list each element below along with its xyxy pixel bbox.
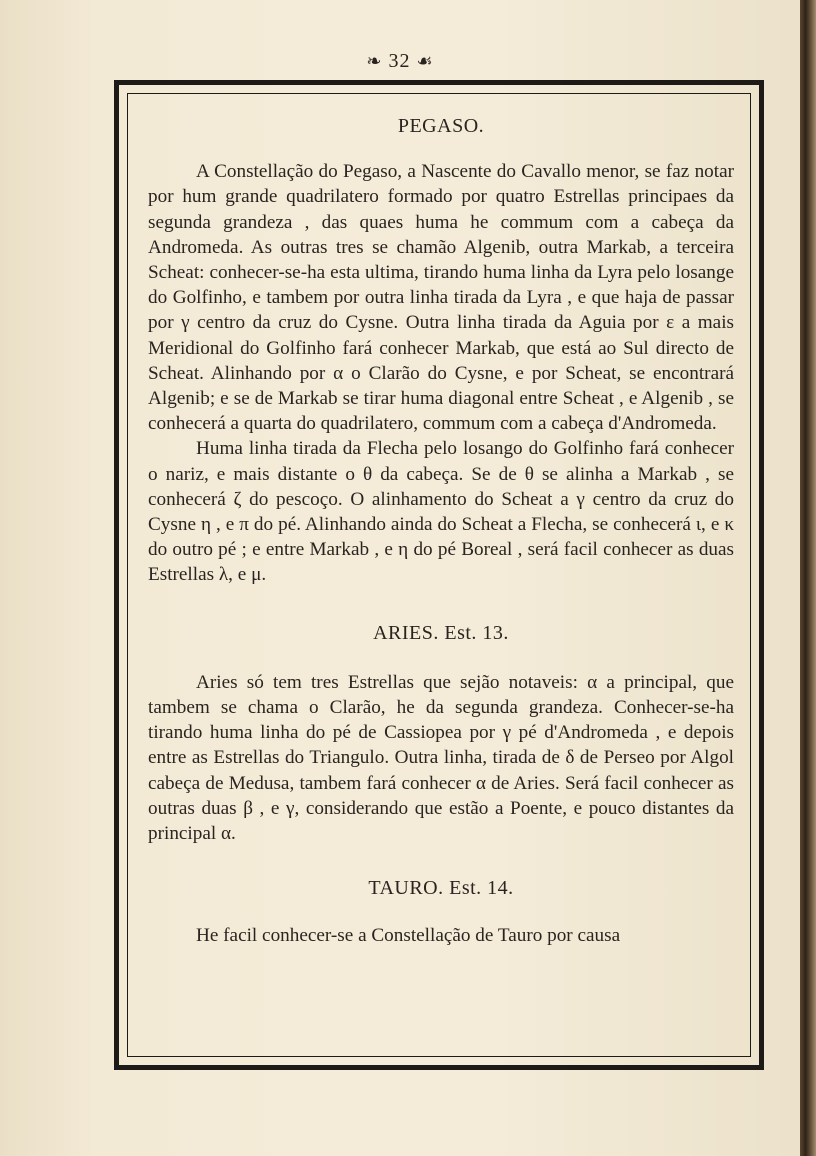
page-header <box>0 50 800 73</box>
paragraph: A Constellação do Pegaso, a Nascente do Cavallo menor, se faz notar por hum grande quadrilatero formado por quatro Estrellas principaes da segunda grandeza , das quaes huma he commum com a cabeça da Andromeda. As outras tres se chamão Algenib, outra Markab, a terceira Scheat: conhecer-se-ha esta ultima, tirando huma linha da Lyra pelo losange do Golfinho, e tambem por outra linha tirada da Lyra , e que haja de passar por γ centro da cruz do Cysne. Outra linha tirada da Aguia por ε a mais Meridional do Golfinho fará conhecer Markab, que está ao Sul directo de Scheat. Alinhando por α o Clarão do Cysne, e por Scheat, se encontrará Algenib; e se de Markab se tirar huma diagonal entre Scheat , e Algenib , se conhecerá a quarta do quadrilatero, commum com a cabeça d'Andromeda. <box>148 161 734 435</box>
page-number: 32 <box>388 50 411 72</box>
section-title-tauro: TAURO. Est. 14. <box>368 877 514 900</box>
paragraph: He facil conhecer-se a Constellação de Tauro por causa <box>196 925 621 947</box>
section-title-pegaso: PEGASO. <box>397 115 485 137</box>
section-title-aries: ARIES. Est. 13. <box>373 621 509 644</box>
paragraph: Huma linha tirada da Flecha pelo losango do Golfinho fará conhecer o nariz, e mais distante o θ da cabeça. Se de θ se alinha a Markab , se conhecerá ζ do pescoço. O alinhamento do Scheat a γ centro da cruz do Cysne η , e π do pé. Alinhando ainda do Scheat a Flecha, se conhecerá ι, e κ do outro pé ; e entre Markab , e η do pé Boreal , será facil conhecer as duas Estrellas λ, e μ. <box>148 438 734 586</box>
left-ornament-icon: ❧ <box>366 51 383 71</box>
right-ornament-icon: ☙ <box>416 51 434 71</box>
book-binding <box>800 0 816 1156</box>
paragraph: Aries só tem tres Estrellas que sejão notaveis: α a principal, que tambem se chama o Clarão, he da segunda grandeza. Conhecer-se-ha tirando huma linha do pé de Cassiopea por γ pé d'Andromeda , e depois entre as Estrellas do Triangulo. Outra linha, tirada de δ de Perseo por Algol cabeça de Medusa, tambem fará conhecer α de Aries. Será facil conhecer as outras duas β , e γ, considerando que estão a Poente, e pouco distantes da principal α. <box>148 671 734 845</box>
page-text <box>148 104 734 949</box>
